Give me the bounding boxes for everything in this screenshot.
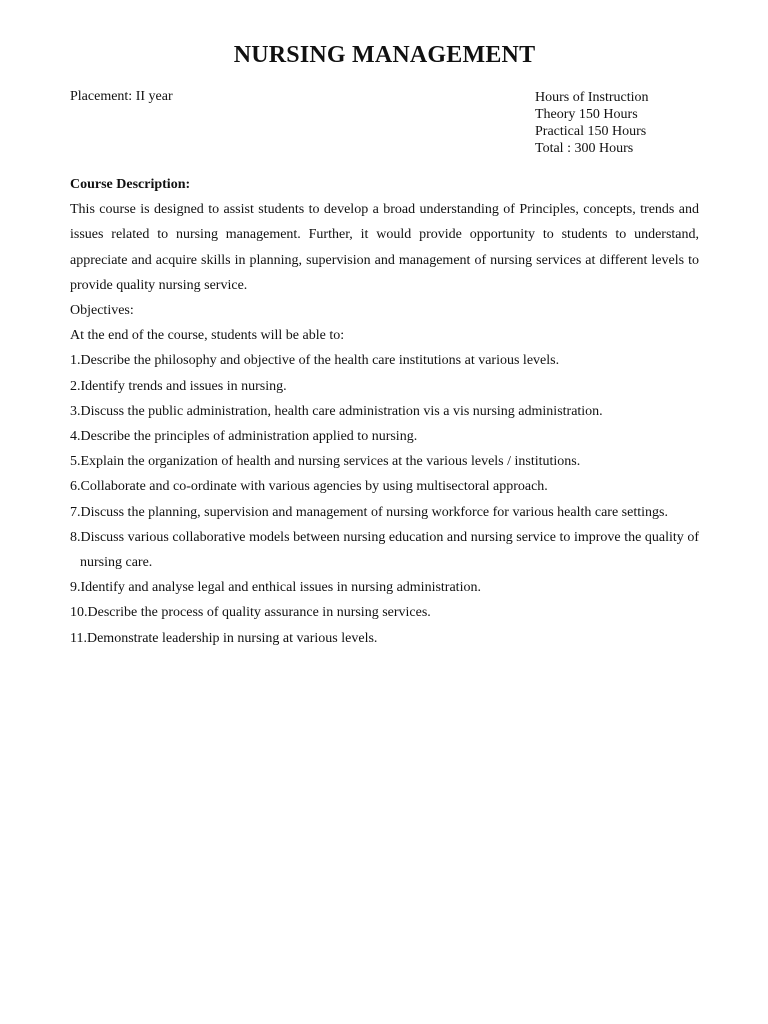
objective-item: 7.Discuss the planning, supervision and management of nursing workforce for various health care settings.: [70, 504, 668, 520]
hours-line: Practical 150 Hours: [535, 124, 647, 139]
objective-item: 5.Explain the organization of health and nursing services at the various levels / institutions.: [70, 454, 581, 470]
page-title: NURSING MANAGEMENT: [233, 42, 536, 68]
document-page: [70, 0, 699, 1024]
hours-line: Theory 150 Hours: [535, 107, 638, 122]
objectives-intro: At the end of the course, students will be able to:: [70, 328, 345, 344]
course-description-heading: Course Description:: [70, 177, 191, 192]
objectives-list: [70, 348, 699, 650]
objective-item: 9.Identify and analyse legal and enthical issues in nursing administration.: [70, 580, 481, 596]
objectives-heading: Objectives:: [70, 303, 134, 319]
hours-line: Total : 300 Hours: [535, 141, 634, 156]
objective-item: 8.Discuss various collaborative models between nursing education and nursing service to improve the quality of nursing care.: [70, 529, 699, 571]
objective-item: 4.Describe the principles of administration applied to nursing.: [70, 429, 418, 445]
course-description-paragraph: This course is designed to assist students to develop a broad understanding of Principles, concepts, trends and issues related to nursing management. Further, it would provide opportunity to students to understand, appreciate and acquire skills in planning, supervision and management of nursing services at different levels to provide quality nursing service.: [70, 202, 699, 293]
objective-item: 10.Describe the process of quality assurance in nursing services.: [70, 605, 431, 621]
document-body: [70, 172, 699, 651]
objective-item: 1.Describe the philosophy and objective of the health care institutions at various levels.: [70, 353, 560, 369]
hours-line: Hours of Instruction: [535, 90, 649, 105]
objective-item: 2.Identify trends and issues in nursing.: [70, 378, 287, 394]
hours-of-instruction: [535, 89, 649, 157]
objective-item: 11.Demonstrate leadership in nursing at various levels.: [70, 630, 378, 646]
placement-text: Placement: II year: [70, 89, 173, 104]
objective-item: 6.Collaborate and co-ordinate with various agencies by using multisectoral approach.: [70, 479, 548, 495]
objective-item: 3.Discuss the public administration, health care administration vis a vis nursing administration.: [70, 403, 603, 419]
